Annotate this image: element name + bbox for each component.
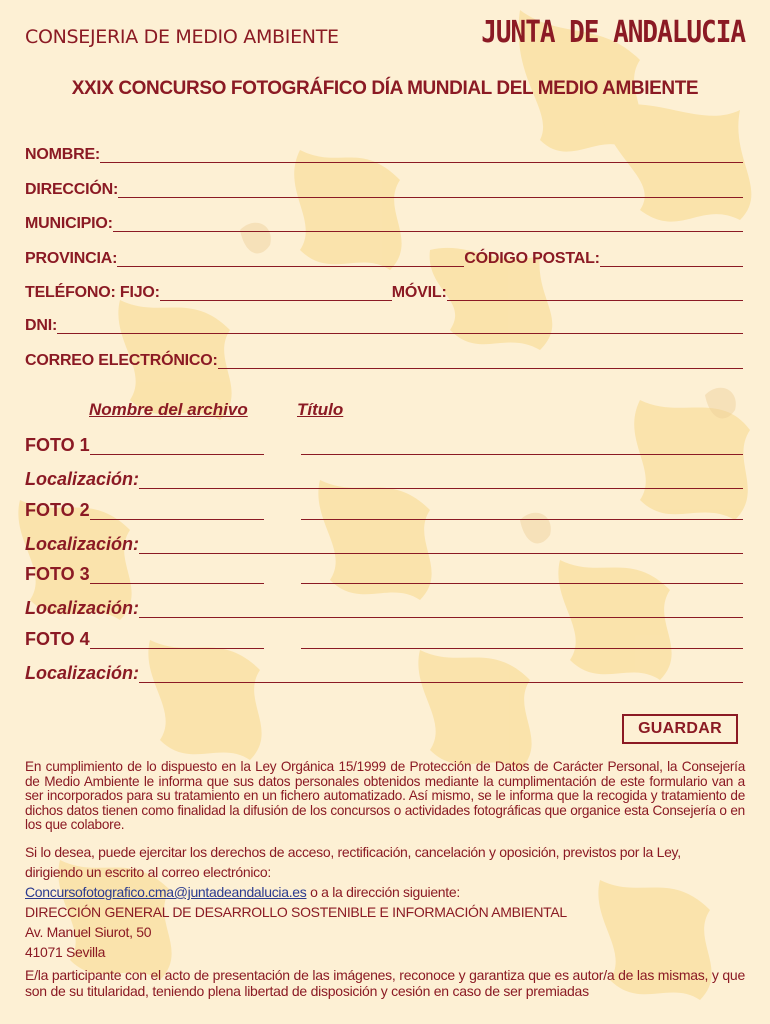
foto-4-location-label: Localización: [25, 663, 140, 683]
municipio-label: MUNICIPIO: [25, 215, 113, 232]
foto-3-location-row [25, 599, 743, 619]
email-suffix: o a la dirección siguiente: [306, 884, 460, 900]
column-header-file-name: Nombre del archivo [89, 400, 248, 419]
foto-3-label: FOTO 3 [25, 564, 90, 584]
provincia-input[interactable] [117, 249, 464, 267]
junta-andalucia-logo-text: JUNTA DE ANDALUCIA [481, 15, 745, 51]
rights-text-2: dirigiendo un escrito al correo electrónico: [25, 864, 271, 880]
rights-text: Si lo desea, puede ejercitar los derechos de acceso, rectificación, cancelación y oposición, previstos por la Ley, [25, 844, 681, 860]
department-name: CONSEJERIA DE MEDIO AMBIENTE [25, 26, 339, 48]
foto-2-row [25, 501, 743, 521]
correo-label: CORREO ELECTRÓNICO: [25, 352, 218, 369]
foto-1-label: FOTO 1 [25, 435, 90, 455]
telefono-fijo-input[interactable] [160, 283, 392, 301]
foto-2-location-label: Localización: [25, 534, 140, 554]
dni-row [25, 315, 743, 335]
foto-2-location-input[interactable] [139, 536, 743, 554]
foto-3-file-input[interactable] [90, 566, 264, 584]
foto-2-file-input[interactable] [90, 502, 264, 520]
data-protection-notice: En cumplimiento de lo dispuesto en la Ley Orgánica 15/1999 de Protección de Datos de Carácter Personal, la Consejería de Medio Ambiente le informa que sus datos personales obtenidos mediante la cumplimentación de este formulario van a ser incorporados para su tratamiento en un fichero automatizado. Así mismo, se le informa que la recogida y tratamiento de dichos datos tienen como finalidad la difusión de los concursos o actividades fotográficas que organice esta Consejería o en los que colabore. [25, 759, 745, 833]
nombre-row [25, 144, 743, 164]
telefono-fijo-label: TELÉFONO: FIJO: [25, 284, 160, 301]
direccion-label: DIRECCIÓN: [25, 181, 119, 198]
foto-4-location-input[interactable] [139, 665, 743, 683]
address-street: Av. Manuel Siurot, 50 [25, 924, 152, 940]
municipio-input[interactable] [113, 214, 743, 232]
direccion-row [25, 179, 743, 199]
foto-1-location-input[interactable] [139, 471, 743, 489]
foto-4-label: FOTO 4 [25, 629, 90, 649]
foto-3-location-input[interactable] [139, 600, 743, 618]
address-organization: DIRECCIÓN GENERAL DE DESARROLLO SOSTENIBLE E INFORMACIÓN AMBIENTAL [25, 904, 567, 920]
movil-input[interactable] [447, 283, 743, 301]
foto-1-row [25, 436, 743, 456]
provincia-row [25, 248, 743, 268]
contact-line [25, 884, 460, 900]
column-header-title: Título [297, 400, 344, 419]
municipio-row [25, 213, 743, 233]
codigo-postal-label: CÓDIGO POSTAL: [464, 250, 600, 267]
foto-3-location-label: Localización: [25, 598, 140, 618]
foto-4-file-input[interactable] [90, 631, 264, 649]
foto-3-title-input[interactable] [301, 566, 743, 584]
contest-email-link[interactable]: Concursofotografico.cma@juntadeandalucia.es [25, 884, 307, 900]
nombre-input[interactable] [100, 145, 743, 163]
foto-4-title-input[interactable] [301, 631, 743, 649]
foto-3-row [25, 565, 743, 585]
foto-1-file-input[interactable] [90, 437, 264, 455]
provincia-label: PROVINCIA: [25, 250, 118, 267]
foto-4-location-row [25, 664, 743, 684]
foto-2-title-input[interactable] [301, 502, 743, 520]
participant-declaration: E/la participante con el acto de presentación de las imágenes, reconoce y garantiza que es autor/a de las mismas, y que son de su titularidad, teniendo plena libertad de disposición y cesión en caso de ser premiadas [25, 967, 745, 999]
foto-2-label: FOTO 2 [25, 500, 90, 520]
dni-label: DNI: [25, 317, 58, 334]
direccion-input[interactable] [118, 180, 743, 198]
nombre-label: NOMBRE: [25, 146, 101, 163]
page-title: XXIX CONCURSO FOTOGRÁFICO DÍA MUNDIAL DEL MEDIO AMBIENTE [71, 78, 699, 99]
movil-label: MÓVIL: [391, 284, 447, 301]
correo-input[interactable] [218, 351, 743, 369]
guardar-button[interactable]: GUARDAR [622, 714, 738, 744]
address-city: 41071 Sevilla [25, 944, 106, 960]
foto-1-location-row [25, 470, 743, 490]
foto-1-location-label: Localización: [25, 469, 140, 489]
telefono-row [25, 282, 743, 302]
dni-input[interactable] [57, 316, 743, 334]
foto-1-title-input[interactable] [301, 437, 743, 455]
codigo-postal-input[interactable] [600, 249, 743, 267]
foto-4-row [25, 630, 743, 650]
correo-row [25, 350, 743, 370]
foto-2-location-row [25, 535, 743, 555]
